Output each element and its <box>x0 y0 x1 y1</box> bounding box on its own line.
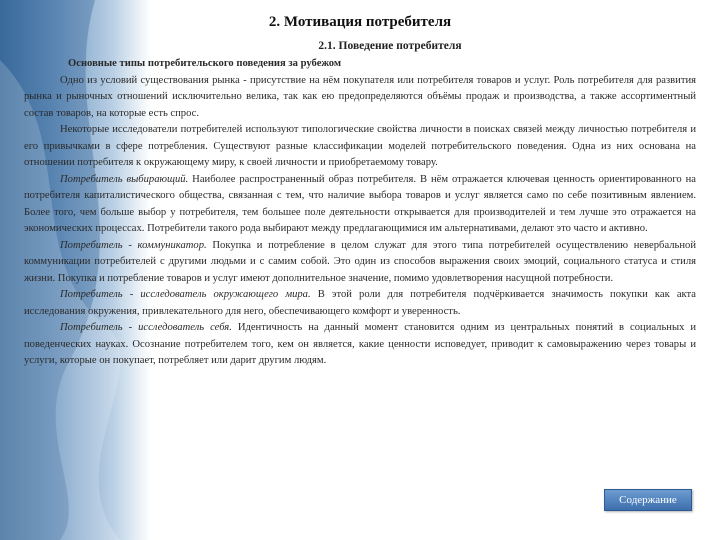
paragraph-communicator-consumer <box>24 238 696 288</box>
paragraph-world-explorer-consumer <box>24 287 696 320</box>
term-communicator-consumer: Потребитель - коммуникатор. <box>60 239 207 251</box>
paragraph-classification: Некоторые исследователи потребителей используют типологические свойства личности в поисках связей между личностью потребителя и его привычками в сфере потребления. Существуют разные классификации моделей потребительского поведения. Одна из них основана на отношении потребителя к окружающему миру, к своей личности и приобретаемому товару. <box>24 124 696 168</box>
paragraph-self-explorer-consumer <box>24 320 696 370</box>
paragraph-choosing-consumer <box>24 172 696 238</box>
slide-title: 2. Мотивация потребителя <box>268 14 452 30</box>
text-world-explorer-consumer: В этой роли для потребителя подчёркивается значимость покупки как акта исследования окружения, привлекательного для него, обеспечивающего комфорт и уверенность. <box>24 289 696 317</box>
term-choosing-consumer: Потребитель выбирающий. <box>60 173 189 185</box>
slide-body <box>24 56 696 370</box>
text-self-explorer-consumer: Идентичность на данный момент становится одним из центральных понятий в социальных и поведенческих науках. Осознание потребителем того, кем он является, какие ценности исповедует, приводит к самовыражению через товары и услуги, которые он покупает, потребляет или дарит другим людям. <box>24 322 696 366</box>
text-communicator-consumer: Покупка и потребление в целом служат для этого типа потребителей осуществлению невербальной коммуникации потребителей с другими людьми и с самим собой. Это один из способов выражения своих эмоций, социального статуса и стиля жизни. Покупка и потребление товаров и услуг имеют дополнительное значение, помимо удовлетворения насущной потребности. <box>24 239 696 284</box>
term-self-explorer-consumer: Потребитель - исследователь себя. <box>60 322 232 333</box>
contents-button[interactable]: Содержание <box>604 489 692 511</box>
term-world-explorer-consumer: Потребитель - исследователь окружающего мира. <box>60 289 311 300</box>
slide-subtitle: 2.1. Поведение потребителя <box>318 40 462 52</box>
text-choosing-consumer: Наиболее распространенный образ потребителя. В нём отражается ключевая ценность ориентированного на потребителя капиталистического общества, связанная с тем, что наличие выбора товаров и услуг является само по себе позитивным явлением. Более того, чем больше выбор у потребителя, тем большее поле деятельности открывается для производителей и тем лучше это отражается на экономических процессах. Потребители такого рода выбирают между предлагающимися им альтернативами, делают это часто и активно. <box>24 173 696 234</box>
section-heading: Основные типы потребительского поведения за рубежом <box>68 58 342 69</box>
paragraph-intro: Одно из условий существования рынка - присутствие на нём покупателя или потребителя товаров и услуг. Роль потребителя для развития рынка и рыночных отношений исключительно велика, так как ею предопределяются объёмы продаж и производства, а также ассортиментный состав товаров, на которые есть спрос. <box>24 74 696 119</box>
